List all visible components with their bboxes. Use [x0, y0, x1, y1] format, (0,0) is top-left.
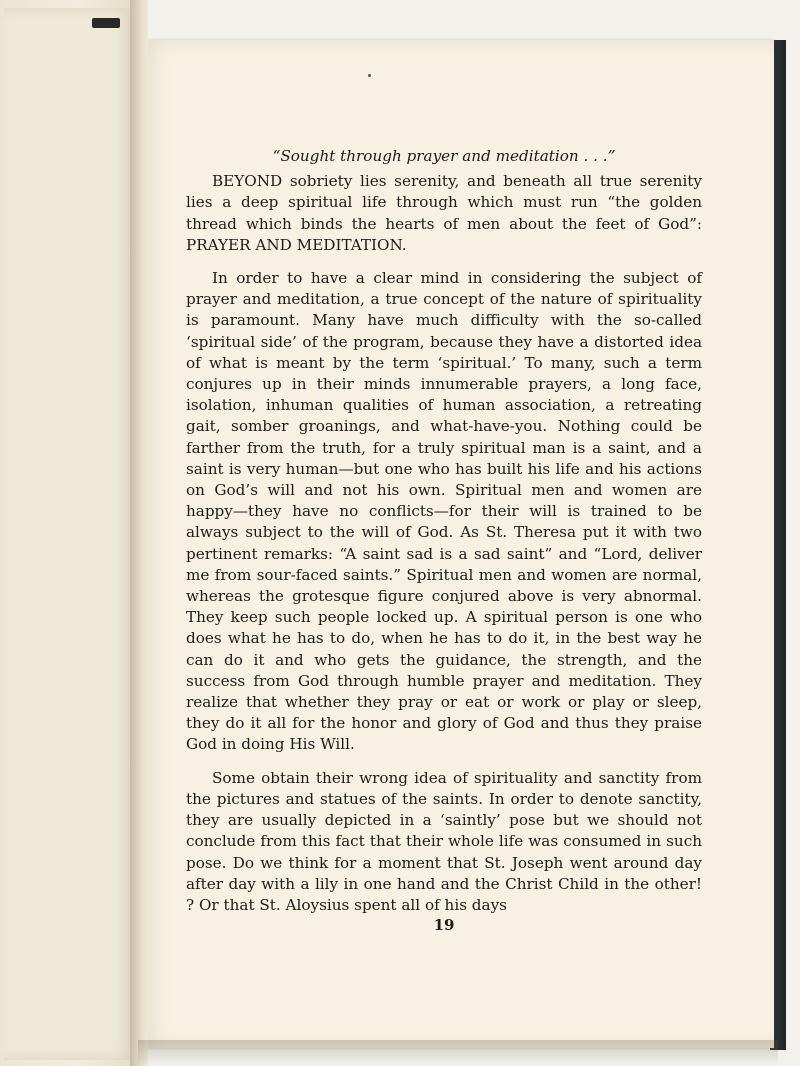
page-number: 19	[433, 916, 455, 934]
paragraph-3: Some obtain their wrong idea of spirituality and sanctity from the pictures and statues of the saints. In order to denote sanctity, they are usually depicted in a ‘saintly’ pose but we should not conclude from this fact that their whole life was consumed in such pose. Do we think for a moment that St. Joseph went around day after day with a lily in one hand and the Christ Child in the other! ? Or that St. Aloysius spent all of his days	[186, 768, 702, 914]
book-gutter	[130, 0, 148, 1066]
page-text	[186, 146, 702, 916]
left-page-surface	[4, 8, 138, 1060]
left-page	[0, 0, 142, 1066]
paragraph-1: BEYOND sobriety lies serenity, and beneath all true serenity lies a deep spiritual life through which must run “the golden thread which binds the hearts of men about the feet of God”: PRAYER AND MEDITATION.	[186, 172, 702, 254]
section-heading: “Sought through prayer and meditation . . .”	[272, 147, 616, 165]
paragraph-2: In order to have a clear mind in considering the subject of prayer and meditation, a true concept of the nature of spirituality is paramount. Many have much difficulty with the so-called ‘spiritual side’ of the program, because they have a distorted idea of what is meant by the term ‘spiritual.’ To many, such a term conjures up in their minds innumerable prayers, a long face, isolation, inhuman qualities of human association, a retreating gait, somber groanings, and what-have-you. Nothing could be farther from the truth, for a truly spiritual man is a saint, and a saint is very human—but one who has built his life and his actions on God’s will and not his own. Spiritual men and women are happy—they have no conflicts—for their will is trained to be always subject to the will of God. As St. Theresa put it with two pertinent remarks: “A saint sad is a sad saint” and “Lord, deliver me from sour-faced saints.” Spiritual men and women are normal, whereas the grotesque figure conjured above is very abnormal. They keep such people locked up. A spiritual person is one who does what he has to do, when he has to do it, in the best way he can do it and who gets the guidance, the strength, and the success from God through humble prayer and meditation. They realize that whether they pray or eat or work or play or sleep, they do it all for the honor and glory of God and thus they praise God in doing His Will.	[186, 269, 702, 754]
bottom-shadow	[138, 1040, 778, 1066]
page-speck	[368, 74, 371, 77]
book-cover-corner	[92, 18, 120, 28]
